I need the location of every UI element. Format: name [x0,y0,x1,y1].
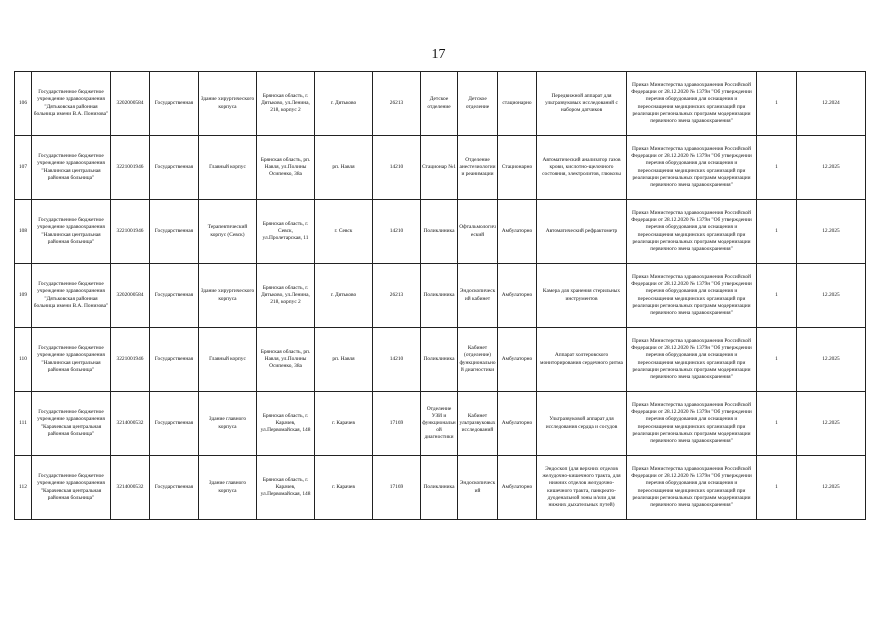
equipment-cell: Автоматический рефрактометр [537,200,627,264]
organization-cell: Государственное бюджетное учреждение здравоохранения "Навлинская центральная районная больница" [32,136,111,200]
division-cell: Поликлиника [421,264,458,328]
row-number-cell: 107 [15,136,32,200]
code-cell: 14210 [373,328,421,392]
quantity-cell: 1 [757,136,797,200]
date-cell: 12.2025 [797,200,866,264]
care-type-cell: Амбулаторно [498,456,537,520]
division-cell: Поликлиника [421,328,458,392]
locality-cell: рп. Навля [315,328,373,392]
table-row [15,392,866,456]
table-row [15,456,866,520]
legal-basis-cell: Приказ Министерства здравоохранения Российской Федерации от 28.12.2020 № 1379н "Об утверждении перечня оборудования для оснащения и переоснащения медицинских организаций при реализации региональных программ модернизации первичного звена здравоохранения" [627,200,757,264]
organization-cell: Государственное бюджетное учреждение здравоохранения "Навлинская центральная районная больница" [32,328,111,392]
subdivision-cell: Отделение анестезиологии и реанимации [458,136,498,200]
date-cell: 12.2025 [797,392,866,456]
care-type-cell: Амбулаторно [498,392,537,456]
locality-cell: рп. Навля [315,136,373,200]
inn-cell: 3202000584 [111,72,150,136]
subdivision-cell: Кабинет (отделение) функциональной диагностики [458,328,498,392]
organization-cell: Государственное бюджетное учреждение здравоохранения "Карачевская центральная районная больница" [32,392,111,456]
locality-cell: г. Карачев [315,456,373,520]
code-cell: 26213 [373,264,421,328]
organization-cell: Государственное бюджетное учреждение здравоохранения "Карачевская центральная районная больница" [32,456,111,520]
legal-basis-cell: Приказ Министерства здравоохранения Российской Федерации от 28.12.2020 № 1379н "Об утверждении перечня оборудования для оснащения и переоснащения медицинских организаций при реализации региональных программ модернизации первичного звена здравоохранения" [627,136,757,200]
code-cell: 17169 [373,392,421,456]
ownership-cell: Государственная [150,264,199,328]
care-type-cell: Стационарно [498,136,537,200]
address-cell: Брянская область, г. Дятьково, ул.Ленина, 218, корпус 2 [257,72,315,136]
division-cell: Поликлиника [421,456,458,520]
row-number-cell: 106 [15,72,32,136]
row-number-cell: 110 [15,328,32,392]
organization-cell: Государственное бюджетное учреждение здравоохранения "Дятьковская районная больница имени В.А. Понизова" [32,72,111,136]
division-cell: Стационар №1 [421,136,458,200]
address-cell: Брянская область, рп. Навля, ул.Полины Осипенко, 38а [257,328,315,392]
ownership-cell: Государственная [150,136,199,200]
table-row [15,264,866,328]
building-cell: Здание главного корпуса [199,456,257,520]
organization-cell: Государственное бюджетное учреждение здравоохранения "Дятьковская районная больница имени В.А. Понизова" [32,264,111,328]
code-cell: 17169 [373,456,421,520]
quantity-cell: 1 [757,72,797,136]
row-number-cell: 108 [15,200,32,264]
equipment-cell: Эндоскоп (для верхних отделов желудочно-кишечного тракта, для нижних отделов желудочно-кишечного тракта, панкреато-дуоденальной зоны и/или для нижних дыхательных путей) [537,456,627,520]
care-type-cell: стационарно [498,72,537,136]
inn-cell: 3221001946 [111,328,150,392]
table-row [15,200,866,264]
quantity-cell: 1 [757,264,797,328]
quantity-cell: 1 [757,456,797,520]
table-row [15,136,866,200]
legal-basis-cell: Приказ Министерства здравоохранения Российской Федерации от 28.12.2020 № 1379н "Об утверждении перечня оборудования для оснащения и переоснащения медицинских организаций при реализации региональных программ модернизации первичного звена здравоохранения" [627,392,757,456]
page-number: 17 [431,47,446,62]
ownership-cell: Государственная [150,456,199,520]
inn-cell: 3214000532 [111,392,150,456]
address-cell: Брянская область, г. Карачев, ул.Первомайская, 148 [257,456,315,520]
legal-basis-cell: Приказ Министерства здравоохранения Российской Федерации от 28.12.2020 № 1379н "Об утверждении перечня оборудования для оснащения и переоснащения медицинских организаций при реализации региональных программ модернизации первичного звена здравоохранения" [627,72,757,136]
care-type-cell: Амбулаторно [498,328,537,392]
ownership-cell: Государственная [150,328,199,392]
building-cell: Здание главного корпуса [199,392,257,456]
locality-cell: г. Дятьково [315,264,373,328]
care-type-cell: Амбулаторно [498,264,537,328]
equipment-cell: Ультразвуковой аппарат для исследования сердца и сосудов [537,392,627,456]
locality-cell: г. Карачев [315,392,373,456]
inn-cell: 3202000584 [111,264,150,328]
building-cell: Здание хирургического корпуса [199,264,257,328]
division-cell: Детское отделение [421,72,458,136]
quantity-cell: 1 [757,200,797,264]
quantity-cell: 1 [757,328,797,392]
equipment-cell: Аппарат холтеровского мониторирования сердечного ритма [537,328,627,392]
table-row [15,72,866,136]
address-cell: Брянская область, г. Карачев, ул.Первомайская, 148 [257,392,315,456]
division-cell: Отделение УЗИ и функциональной диагностики [421,392,458,456]
legal-basis-cell: Приказ Министерства здравоохранения Российской Федерации от 28.12.2020 № 1379н "Об утверждении перечня оборудования для оснащения и переоснащения медицинских организаций при реализации региональных программ модернизации первичного звена здравоохранения" [627,456,757,520]
ownership-cell: Государственная [150,200,199,264]
address-cell: Брянская область, г. Севск, ул.Пролетарская, 11 [257,200,315,264]
equipment-cell: Автоматический анализатор газов крови, кислотно-щелочного состояния, электролитов, глюкозы [537,136,627,200]
row-number-cell: 112 [15,456,32,520]
equipment-table [14,71,866,520]
code-cell: 26213 [373,72,421,136]
date-cell: 12.2025 [797,328,866,392]
address-cell: Брянская область, г. Дятьково, ул.Ленина, 218, корпус 2 [257,264,315,328]
subdivision-cell: Эндоскопический кабинет [458,264,498,328]
date-cell: 12.2024 [797,72,866,136]
locality-cell: г. Севск [315,200,373,264]
subdivision-cell: Кабинет ультразвуковых исследований [458,392,498,456]
subdivision-cell: Детское отделение [458,72,498,136]
address-cell: Брянская область, рп. Навля, ул.Полины Осипенко, 38а [257,136,315,200]
building-cell: Главный корпус [199,136,257,200]
building-cell: Здание хирургического корпуса [199,72,257,136]
locality-cell: г. Дятьково [315,72,373,136]
equipment-cell: Камера для хранения стерильных инструментов [537,264,627,328]
legal-basis-cell: Приказ Министерства здравоохранения Российской Федерации от 28.12.2020 № 1379н "Об утверждении перечня оборудования для оснащения и переоснащения медицинских организаций при реализации региональных программ модернизации первичного звена здравоохранения" [627,328,757,392]
division-cell: Поликлиника [421,200,458,264]
subdivision-cell: Офтальмологический [458,200,498,264]
equipment-cell: Передвижной аппарат для ультразвуковых исследований с набором датчиков [537,72,627,136]
building-cell: Терапевтический корпус (Севск) [199,200,257,264]
inn-cell: 3221001946 [111,200,150,264]
table-row [15,328,866,392]
date-cell: 12.2025 [797,136,866,200]
ownership-cell: Государственная [150,72,199,136]
quantity-cell: 1 [757,392,797,456]
building-cell: Главный корпус [199,328,257,392]
code-cell: 14210 [373,200,421,264]
inn-cell: 3214000532 [111,456,150,520]
row-number-cell: 109 [15,264,32,328]
ownership-cell: Государственная [150,392,199,456]
inn-cell: 3221001946 [111,136,150,200]
subdivision-cell: Эндоскопический [458,456,498,520]
legal-basis-cell: Приказ Министерства здравоохранения Российской Федерации от 28.12.2020 № 1379н "Об утверждении перечня оборудования для оснащения и переоснащения медицинских организаций при реализации региональных программ модернизации первичного звена здравоохранения" [627,264,757,328]
code-cell: 14210 [373,136,421,200]
row-number-cell: 111 [15,392,32,456]
organization-cell: Государственное бюджетное учреждение здравоохранения "Навлинская центральная районная больница" [32,200,111,264]
date-cell: 12.2025 [797,456,866,520]
care-type-cell: Амбулаторно [498,200,537,264]
date-cell: 12.2025 [797,264,866,328]
